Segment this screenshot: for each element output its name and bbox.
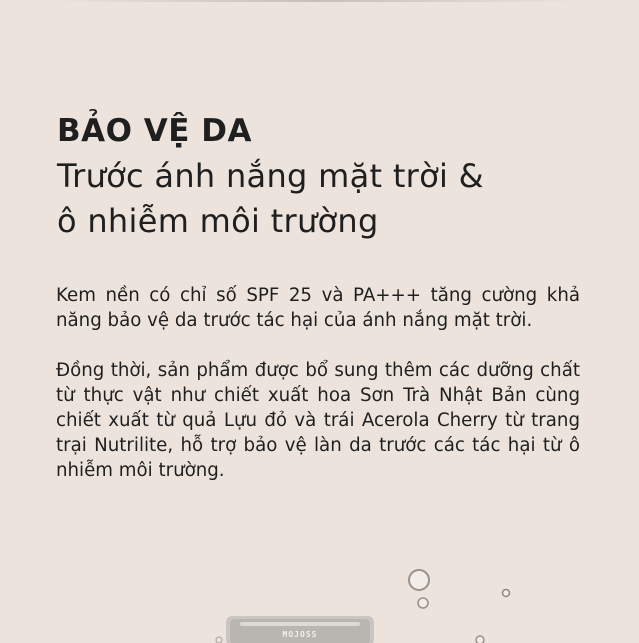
bubble-left	[216, 637, 222, 643]
section-heading	[57, 112, 597, 244]
section-subtitle	[57, 154, 597, 244]
subtitle-line-1: Trước ánh nắng mặt trời &	[57, 157, 484, 195]
product-illustration	[0, 540, 639, 643]
body-paragraph-2: Đồng thời, sản phẩm được bổ sung thêm các dưỡng chất từ thực vật như chiết xuất hoa Sơn Trà Nhật Bản cùng chiết xuất từ quả Lựu đỏ và trái Acerola Cherry từ trang trại Nutrilite, hỗ trợ bảo vệ làn da trước các tác hại từ ô nhiễm môi trường.	[56, 360, 580, 481]
bubble-small	[418, 598, 428, 608]
bubble-bottom	[476, 636, 484, 643]
bubble-tiny	[503, 590, 510, 597]
section-title: BẢO VỆ DA	[57, 113, 252, 149]
body-paragraph-1: Kem nền có chỉ số SPF 25 và PA+++ tăng cường khả năng bảo vệ da trước tác hại của ánh nắng mặt trời.	[56, 285, 580, 331]
body-copy	[56, 283, 580, 483]
bubble-large	[409, 570, 429, 590]
cap-brand-text: MOJOSS	[282, 630, 318, 639]
product-cap	[226, 616, 374, 643]
top-divider	[50, 0, 580, 2]
subtitle-line-2: ô nhiễm môi trường	[57, 202, 379, 240]
